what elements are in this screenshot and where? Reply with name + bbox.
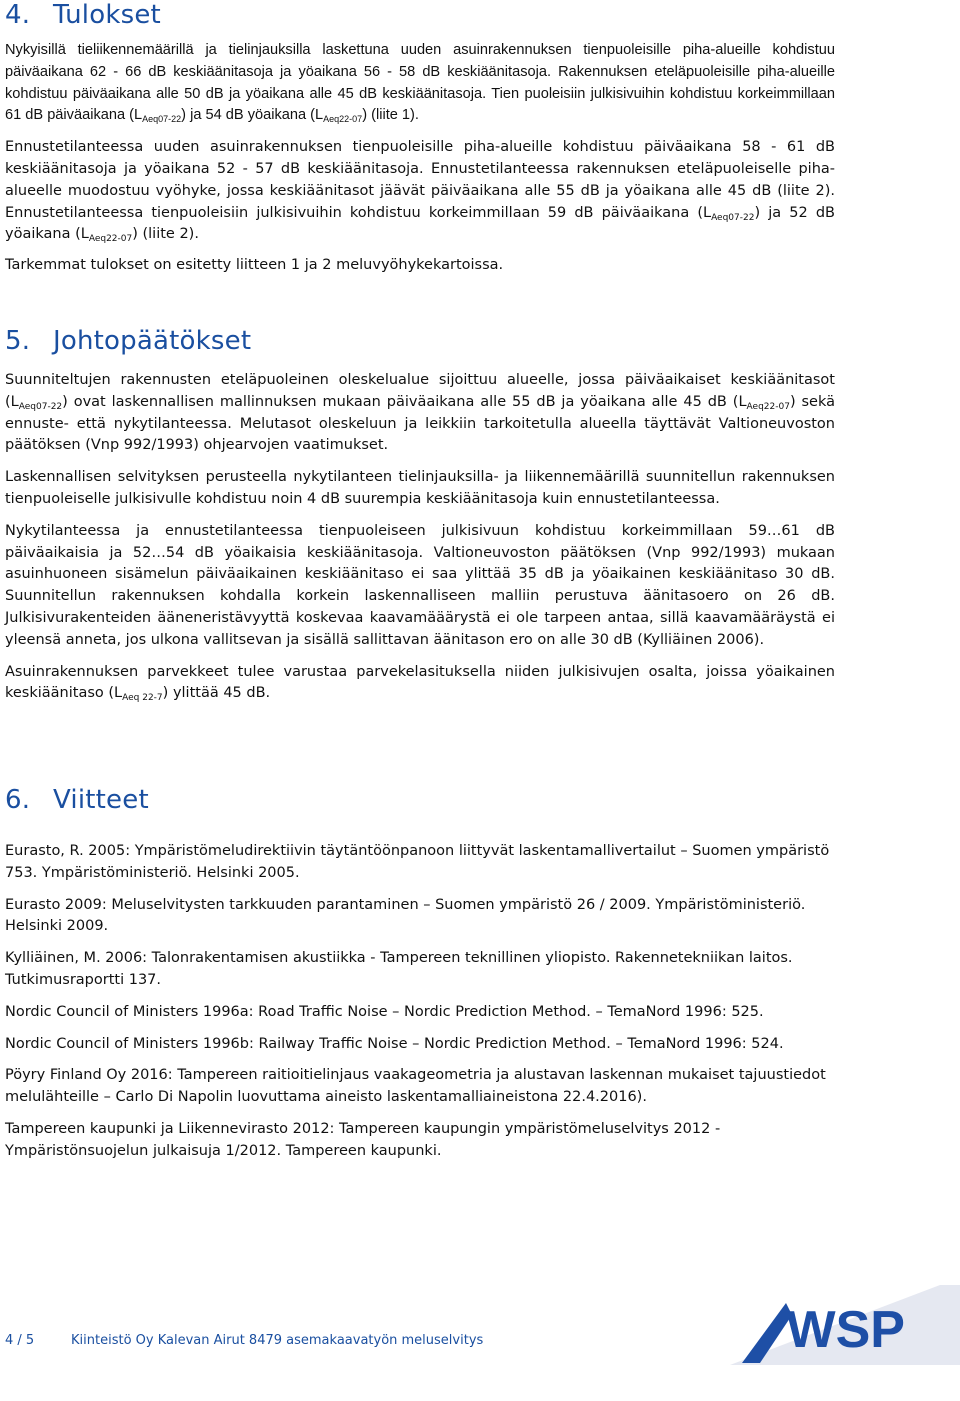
section-number: 6. [5, 785, 31, 815]
text-run: ) ylittää 45 dB. [162, 685, 271, 702]
page-number: 4 / 5 [5, 1333, 35, 1348]
reference-item: Nordic Council of Ministers 1996a: Road Traffic Noise – Nordic Prediction Method. – TemaNord 1996: 525. [5, 1003, 764, 1020]
section-title: Johtopäätökset [53, 326, 252, 356]
reference-item: Eurasto, R. 2005: Ympäristömeludirektiivin täytäntöönpanoon liittyvät laskentamallivertailut – Suomen ympäristö 753. Ympäristöministeriö. Helsinki 2005. [5, 843, 830, 881]
text-run: ) (liite 2). [132, 226, 199, 243]
reference-item: Kylliäinen, M. 2006: Talonrakentamisen akustiikka - Tampereen teknillinen yliopisto. Rakennetekniikan laitos. Tutkimusraportti 137. [5, 950, 793, 988]
text-run: ) (liite 1). [362, 107, 419, 124]
page-footer [5, 1333, 483, 1348]
text-run: Asuinrakennuksen parvekkeet tulee varustaa parvekelasituksella niiden julkisivujen osalta, joissa yöaikainen keskiäänitaso (L [5, 663, 835, 702]
paragraph [5, 40, 835, 127]
document-title: Kiinteistö Oy Kalevan Airut 8479 asemakaavatyön meluselvitys [71, 1333, 484, 1348]
wsp-logo [730, 1285, 960, 1365]
subscript: Aeq22-07 [88, 234, 133, 245]
reference-item: Eurasto 2009: Meluselvitysten tarkkuuden parantaminen – Suomen ympäristö 26 / 2009. Ympäristöministeriö. Helsinki 2009. [5, 896, 806, 935]
section-heading [5, 785, 835, 815]
section-heading [5, 326, 835, 356]
subscript: Aeq07-22 [18, 401, 63, 412]
subscript: Aeq22-07 [746, 401, 790, 412]
text-run: Tarkemmat tulokset on esitetty liitteen 1 ja 2 meluvyöhykekartoissa. [5, 257, 504, 274]
text-run: ) sekä ennuste- että nykytilanteessa. Melutasot oleskeluun ja leikkiin tarkoitetulla alueella täyttävät Valtioneuvoston päätöksen (Vnp 992/1993) ohjearvojen vaatimukset. [5, 393, 835, 454]
text-run: Nykyisillä tieliikennemäärillä ja tielinjauksilla laskettuna uuden asuinrakennuksen tienpuoleisille piha-alueille kohdistuu päiväaikana 62 - 66 dB keskiäänitasoja ja yöaikana 56 - 58 dB keskiäänitasoja. Rakennuksen eteläpuoleisille piha-alueille kohdistuu päiväaikana alle 50 dB ja yöaikana alle 45 dB keskiäänitasoja. Tien puoleisiin julkisivuihin kohdistuu korkeimmillaan 61 dB päiväaikana (L [5, 42, 835, 124]
paragraph [5, 370, 835, 457]
section-title: Tulokset [53, 0, 161, 30]
subscript: Aeq07-22 [711, 212, 755, 223]
text-run: Suunniteltujen rakennusten eteläpuoleinen oleskelualue sijoittuu alueelle, jossa päiväaikaiset keskiäänitasot (L [5, 372, 835, 410]
section-conclusions [5, 326, 835, 705]
reference-list [5, 841, 835, 1163]
paragraph [5, 467, 835, 511]
text-run: Laskennallisen selvityksen perusteella nykytilanteen tielinjauksilla- ja liikennemäärillä suunnitellun rakennuksen tienpuoleiselle julkisivulle kohdistuu noin 4 dB suurempia keskiäänitasoja kuin ennustetilanteessa. [5, 469, 835, 507]
reference-item: Pöyry Finland Oy 2016: Tampereen raitioitielinjaus vaakageometria ja alustavan laskennan mukaiset tajuustiedot melulähteille – Carlo Di Napolin luovuttama aineisto laskentamalliaineistona 22.4.2016). [5, 1067, 826, 1106]
section-number: 4. [5, 0, 31, 30]
paragraph [5, 521, 835, 652]
text-run: Ennustetilanteessa uuden asuinrakennuksen tienpuoleisille piha-alueille kohdistuu päiväaikana 58 - 61 dB keskiäänitasoja ja yöaikana 52 - 57 dB keskiäänitasoja. Ennustetilanteessa rakennuksen eteläpuoleiselle piha-alueelle muodostuu vyöhyke, jossa keskiäänitasot jäävät päiväaikana alle 55 dB ja yöaikana alle 45 dB (liite 2). Ennustetilanteessa tienpuoleisiin julkisivuihin kohdistuu korkeimmillaan 59 dB päiväaikana (L [5, 139, 835, 221]
section-heading [5, 0, 835, 30]
text-run: ) ja 54 dB yöaikana (L [181, 107, 324, 124]
section-number: 5. [5, 326, 31, 356]
paragraph [5, 255, 835, 277]
text-run: Nykytilanteessa ja ennustetilanteessa tienpuoleiseen julkisivuun kohdistuu korkeimmillaan 59…61 dB päiväaikaisia ja 52…54 dB yöaikaisia keskiäänitasoja. Valtioneuvoston päätöksen (Vnp 992/1993) mukaan asuinhuoneen sisämelun päiväaikainen keskiäänitaso ei saa ylittää 35 dB ja yöaikainen keskiäänitaso 30 dB. Suunnitellun rakennuksen kohdalla korkein laskennalliseen malliin perustuva äänitasoero on 26 dB. Julkisivurakenteiden ääneneristävyyttä koskevaa kaavamääärystä ei ole tarpeen antaa, sillä kaavamääräystä ei yleensä anneta, jos ulkona vallitsevan ja sisällä sallittavan äänitason ero on alle 30 dB (Kylliäinen 2006). [5, 522, 835, 648]
reference-item: Nordic Council of Ministers 1996b: Railway Traffic Noise – Nordic Prediction Method. – TemaNord 1996: 524. [5, 1035, 784, 1052]
subscript: Aeq22-07 [323, 114, 363, 125]
subscript: Aeq 22-7 [122, 693, 163, 704]
text-run: ) ja 52 dB yöaikana (L [5, 204, 835, 243]
text-run: ) ovat laskennallisen mallinnuksen mukaan päiväaikana alle 55 dB ja yöaikana alle 45 dB (L [62, 393, 747, 410]
subscript: Aeq07-22 [142, 114, 182, 125]
paragraph [5, 137, 835, 246]
section-results [5, 0, 835, 277]
paragraph [5, 662, 835, 706]
section-references [5, 785, 835, 1163]
reference-item: Tampereen kaupunki ja Liikennevirasto 2012: Tampereen kaupungin ympäristömeluselvitys 2012 - Ympäristönsuojelun julkaisuja 1/2012. Tampereen kaupunki. [5, 1120, 721, 1159]
section-title: Viitteet [53, 785, 149, 815]
logo-text: WSP [786, 1301, 905, 1359]
